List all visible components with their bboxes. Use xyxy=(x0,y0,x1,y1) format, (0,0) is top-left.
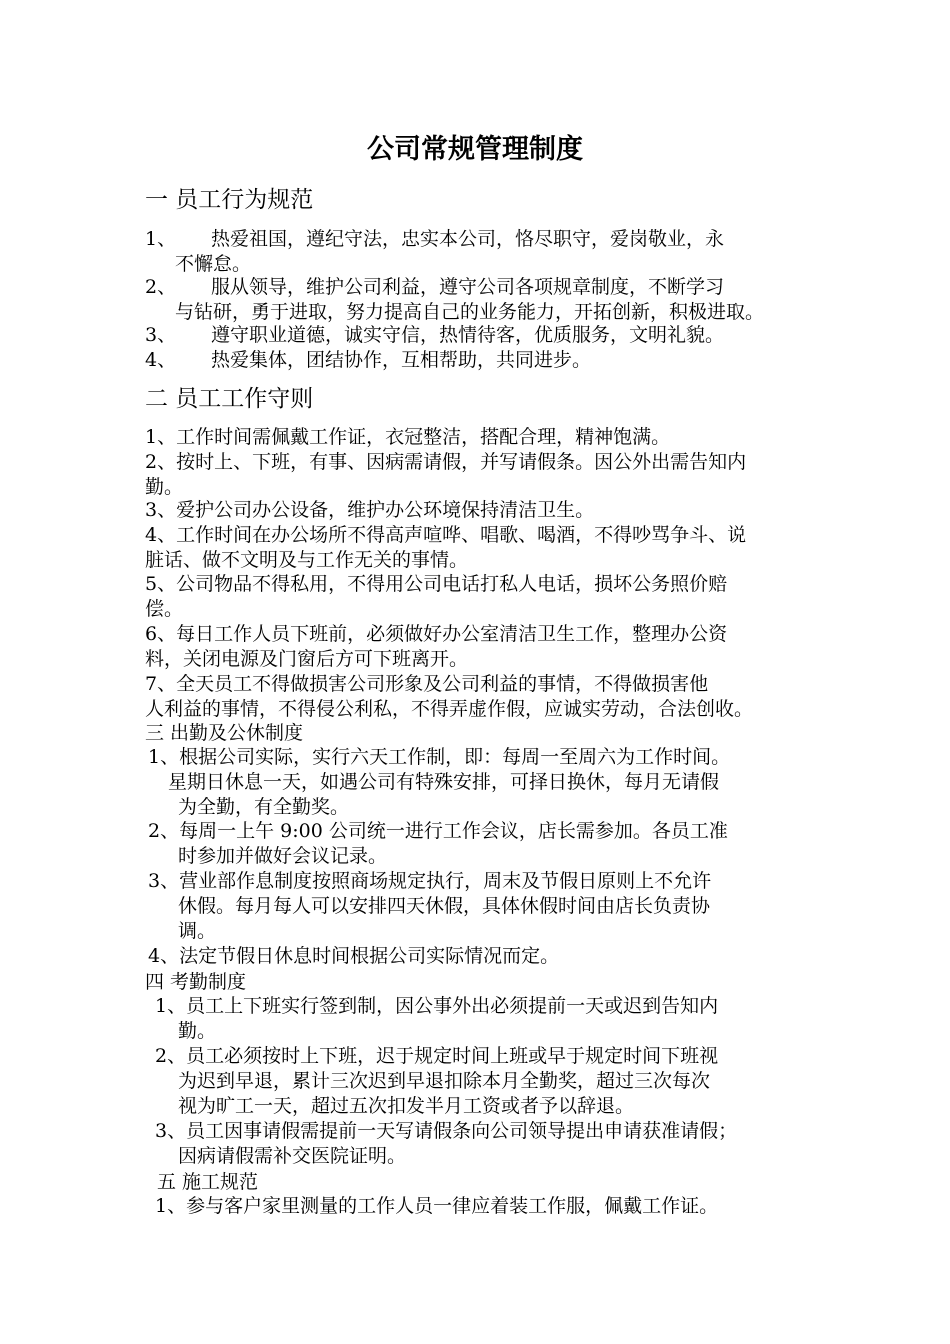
list-item xyxy=(155,1119,737,1169)
list-item xyxy=(145,498,594,523)
item-number: 1、 xyxy=(145,228,177,250)
list-item xyxy=(145,450,746,500)
item-text: 调。 xyxy=(178,920,217,942)
item-text: 热爱集体，团结协作，互相帮助，共同进步。 xyxy=(211,349,592,371)
item-text: 1、根据公司实际，实行六天工作制，即：每周一至周六为工作时间。 xyxy=(148,746,731,768)
list-item xyxy=(145,672,753,722)
list-item xyxy=(145,323,724,348)
list-item xyxy=(155,1044,718,1119)
item-text: 不懈怠。 xyxy=(175,253,252,275)
document-title: 公司常规管理制度 xyxy=(367,134,583,165)
section-heading-1: 一 员工行为规范 xyxy=(145,187,314,213)
item-text: 为全勤，有全勤奖。 xyxy=(178,796,350,818)
list-item xyxy=(155,994,718,1044)
list-item xyxy=(148,819,728,869)
item-text: 料，关闭电源及门窗后方可下班离开。 xyxy=(145,648,469,670)
item-text: 1、参与客户家里测量的工作人员一律应着装工作服，佩戴工作证。 xyxy=(155,1195,719,1217)
item-text: 3、爱护公司办公设备，维护办公环境保持清洁卫生。 xyxy=(145,499,595,521)
item-text: 脏话、做不文明及与工作无关的事情。 xyxy=(145,549,469,571)
item-text: 勤。 xyxy=(145,476,184,498)
item-text: 4、工作时间在办公场所不得高声喧哗、唱歌、喝酒，不得吵骂争斗、说 xyxy=(145,524,747,546)
item-text: 时参加并做好会议记录。 xyxy=(178,845,388,867)
item-text: 视为旷工一天，超过五次扣发半月工资或者予以辞退。 xyxy=(178,1095,635,1117)
item-text: 服从领导，维护公司利益，遵守公司各项规章制度，不断学习 xyxy=(211,276,725,298)
item-text: 为迟到早退，累计三次迟到早退扣除本月全勤奖，超过三次每次 xyxy=(178,1070,711,1092)
list-item xyxy=(145,523,746,573)
section-heading-3: 三 出勤及公休制度 xyxy=(145,722,304,744)
item-text: 1、员工上下班实行签到制，因公事外出必须提前一天或迟到告知内 xyxy=(155,995,719,1017)
section-heading-2: 二 员工工作守则 xyxy=(145,386,314,412)
item-text: 偿。 xyxy=(145,598,184,620)
item-text: 人利益的事情，不得侵公利私，不得弄虚作假，应诚实劳动，合法创收。 xyxy=(145,698,754,720)
item-text: 3、营业部作息制度按照商场规定执行，周末及节假日原则上不允许 xyxy=(148,870,712,892)
list-item xyxy=(148,745,730,820)
item-text: 1、工作时间需佩戴工作证，衣冠整洁，搭配合理，精神饱满。 xyxy=(145,426,671,448)
section-heading-5: 五 施工规范 xyxy=(157,1171,259,1193)
list-item xyxy=(148,944,559,969)
item-text: 7、全天员工不得做损害公司形象及公司利益的事情，不得做损害他 xyxy=(145,673,709,695)
item-text: 4、法定节假日休息时间根据公司实际情况而定。 xyxy=(148,945,560,967)
section-heading-4: 四 考勤制度 xyxy=(145,971,247,993)
list-item xyxy=(148,869,711,944)
list-item xyxy=(145,227,724,277)
item-text: 勤。 xyxy=(178,1020,217,1042)
list-item xyxy=(145,622,727,672)
item-number: 4、 xyxy=(145,349,177,371)
item-text: 2、员工必须按时上下班，迟于规定时间上班或早于规定时间下班视 xyxy=(155,1045,719,1067)
item-text: 2、按时上、下班，有事、因病需请假，并写请假条。因公外出需告知内 xyxy=(145,451,747,473)
item-text: 星期日休息一天，如遇公司有特殊安排，可择日换休，每月无请假 xyxy=(168,771,720,793)
list-item xyxy=(145,572,727,622)
list-item xyxy=(145,275,764,325)
item-text: 5、公司物品不得私用，不得用公司电话打私人电话，损坏公务照价赔 xyxy=(145,573,728,595)
item-number: 2、 xyxy=(145,276,177,298)
item-text: 3、员工因事请假需提前一天写请假条向公司领导提出申请获准请假； xyxy=(155,1120,738,1142)
item-text: 2、每周一上午 9:00 公司统一进行工作会议，店长需参加。各员工准 xyxy=(148,820,728,842)
list-item xyxy=(145,425,670,450)
item-text: 6、每日工作人员下班前，必须做好办公室清洁卫生工作，整理办公资 xyxy=(145,623,728,645)
list-item xyxy=(145,348,591,373)
list-item xyxy=(155,1194,718,1219)
item-text: 遵守职业道德，诚实守信，热情待客，优质服务，文明礼貌。 xyxy=(211,324,725,346)
item-text: 因病请假需补交医院证明。 xyxy=(178,1145,407,1167)
item-text: 与钻研，勇于进取，努力提高自己的业务能力，开拓创新，积极进取。 xyxy=(175,301,765,323)
item-number: 3、 xyxy=(145,324,177,346)
item-text: 热爱祖国，遵纪守法，忠实本公司，恪尽职守，爱岗敬业，永 xyxy=(211,228,725,250)
item-text: 休假。每月每人可以安排四天休假，具体休假时间由店长负责协 xyxy=(178,895,711,917)
